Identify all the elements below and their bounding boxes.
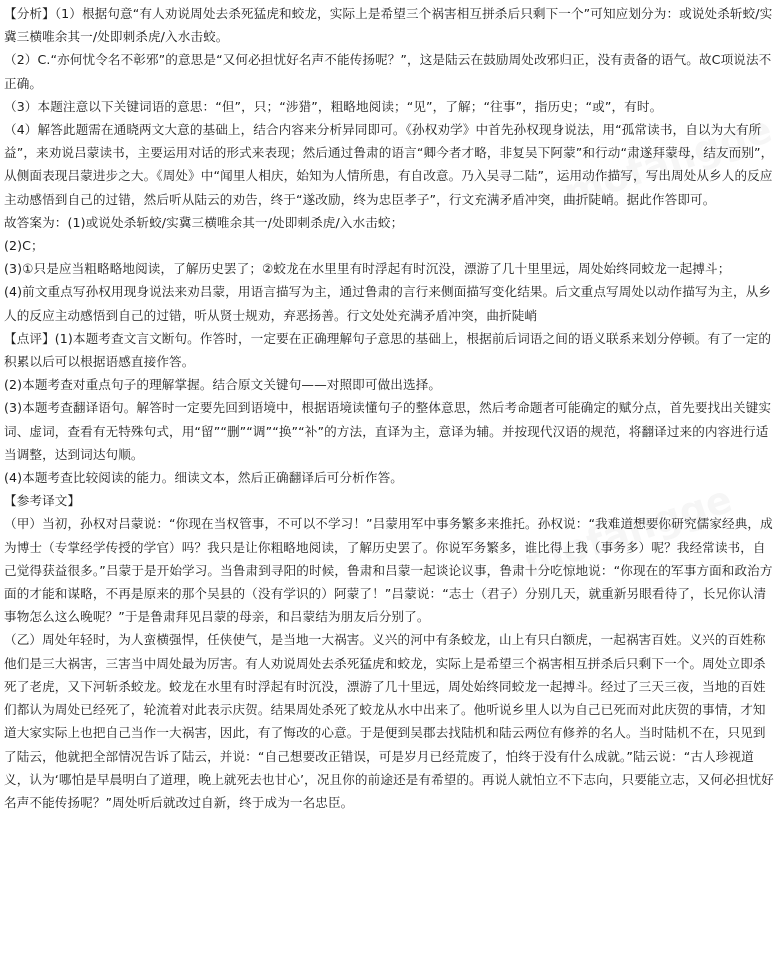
translation-p1: （甲）当初，孙权对吕蒙说：“你现在当权管事，不可以不学习！”吕蒙用军中事务繁多来推托。孙权说：“我难道想要你研究儒家经典，成为博士（专掌经学传授的学官）吗？我只是让你粗略地阅读，了解历史罢了。你说军务繁多，谁比得上我（事务多）呢？我经常读书，自己觉得获益很多。”吕蒙于是开始学习。当鲁肃到寻阳的时候，鲁肃和吕蒙一起谈论议事，鲁肃十分吃惊地说：“你现在的军事方面和政治方面的才能和谋略，不再是原来的那个吴县的（没有学识的）阿蒙了！”吕蒙说：“志士（君子）分别几天，就重新另眼看待了，长兄你认清事物怎么这么晚呢？”于是鲁肃拜见吕蒙的母亲，和吕蒙结为朋友后分别了。 [4,516,773,625]
comment-p4: (4)本题考查比较阅读的能力。细读文本，然后正确翻译后可分析作答。 [4,470,403,486]
comment-p3: (3)本题考查翻译语句。解答时一定要先回到语境中，根据语境读懂句子的整体意思，然后考命题者可能确定的赋分点，首先要找出关键实词、虚词，查看有无特殊句式，用“留”“删”“调”“换”“补”的方法，直译为主，意译为辅。并按现代汉语的规范，将翻译过来的内容进行适当调整，达到词达句顺。 [4,400,772,462]
analysis-p3: （3）本题注意以下关键词语的意思：“但”，只；“涉猎”，粗略地阅读；“见”，了解；“往事”，指历史；“或”，有时。 [4,98,663,114]
analysis-p2: （2）C.“亦何忧令名不彰邪”的意思是“又何必担忧好名声不能传扬呢？”，这是陆云在鼓励周处改邪归正，没有责备的语气。故C项说法不正确。 [4,52,772,91]
comment-p2: (2)本题考查对重点句子的理解掌握。结合原文关键句——对照即可做出选择。 [4,377,442,393]
answer-p1: 故答案为：(1)或说处杀斩蛟/实冀三横唯余其一/处即刺杀虎/入水击蛟； [4,214,404,230]
analysis-p1: 【分析】（1）根据句意“有人劝说周处去杀死猛虎和蛟龙，实际上是希望三个祸害相互拼杀后只剩下一个”可知应划分为：或说处杀斩蛟/实冀三横唯余其一/处即刺杀虎/入水击蛟。 [4,6,773,45]
answer-p3: (3)①只是应当粗略略地阅读，了解历史罢了；②蛟龙在水里里有时浮起有时沉没，漂游了几十里里远，周处始终同蛟龙一起搏斗； [4,261,731,277]
comment-heading: 【点评】 [4,330,55,346]
answer-p2: (2)C； [4,238,44,254]
comment-p1: 【点评】(1)本题考查文言文断句。作答时，一定要在正确理解句子意思的基础上，根据前后词语之间的语义联系来划分停顿。有了一定的积累以后可以根据语感直接作答。 [4,330,772,370]
analysis-p4: （4）解答此题需在通晓两文大意的基础上，结合内容来分析异同即可。《孙权劝学》中首先孙权现身说法，用“孤常读书，自以为大有所益”，来劝说吕蒙读书，主要运用对话的形式来表现；然后通过鲁肃的语言“卿今者才略，非复吴下阿蒙”和行动“肃遂拜蒙母，结友而别”，从侧面表现吕蒙进步之大。《周处》中“闻里人相庆，始知为人情所患，有自改意。乃入吴寻二陆”，运用动作描写，写出周处从乡人的反应主动感悟到自己的过错，然后听从陆云的劝告，终于“遂改励，终为忠臣孝子”，行文充满矛盾冲突，曲折陡峭。据此作答即可。 [4,122,774,207]
answer-p4: (4)前文重点写孙权用现身说法来劝吕蒙，用语言描写为主，通过鲁肃的言行来侧面描写变化结果。后文重点写周处以动作描写为主，从乡人的反应主动感悟到自己的过错，听从贤士规劝，弃恶扬善。行文处处充满矛盾冲突，曲折陡峭 [4,284,772,323]
translation-heading: 【参考译文】 [4,493,81,509]
analysis-heading: 【分析】 [4,6,55,21]
translation-p2: （乙）周处年轻时，为人蛮横强悍，任侠使气，是当地一大祸害。义兴的河中有条蛟龙，山上有只白额虎，一起祸害百姓。义兴的百姓称他们是三大祸害，三害当中周处最为厉害。有人劝说周处去杀死猛虎和蛟龙，实际上是希望三个祸害相互拼杀后只剩下一个。周处立即杀死了老虎，又下河斩杀蛟龙。蛟龙在水里有时浮起有时沉没，漂游了几十里远，周处始终同蛟龙一起搏斗。经过了三天三夜，当地的百姓们都认为周处已经死了，轮流着对此表示庆贺。结果周处杀死了蛟龙从水中出来了。他听说乡里人以为自己已死而对此庆贺的事情，才知道大家实际上也把自己当作一大祸害，因此，有了悔改的心意。于是便到吴郡去找陆机和陆云两位有修养的名人。当时陆机不在，只见到了陆云，他就把全部情况告诉了陆云，并说：“自己想要改正错误，可是岁月已经荒废了，怕终于没有什么成就。”陆云说：“古人珍视道义，认为‘哪怕是早晨明白了道理，晚上就死去也甘心’，况且你的前途还是有希望的。再说人就怕立不下志向，只要能立志，又何必担忧好名声不能传扬呢？”周处听后就改过自新，终于成为一名忠臣。 [4,632,774,810]
